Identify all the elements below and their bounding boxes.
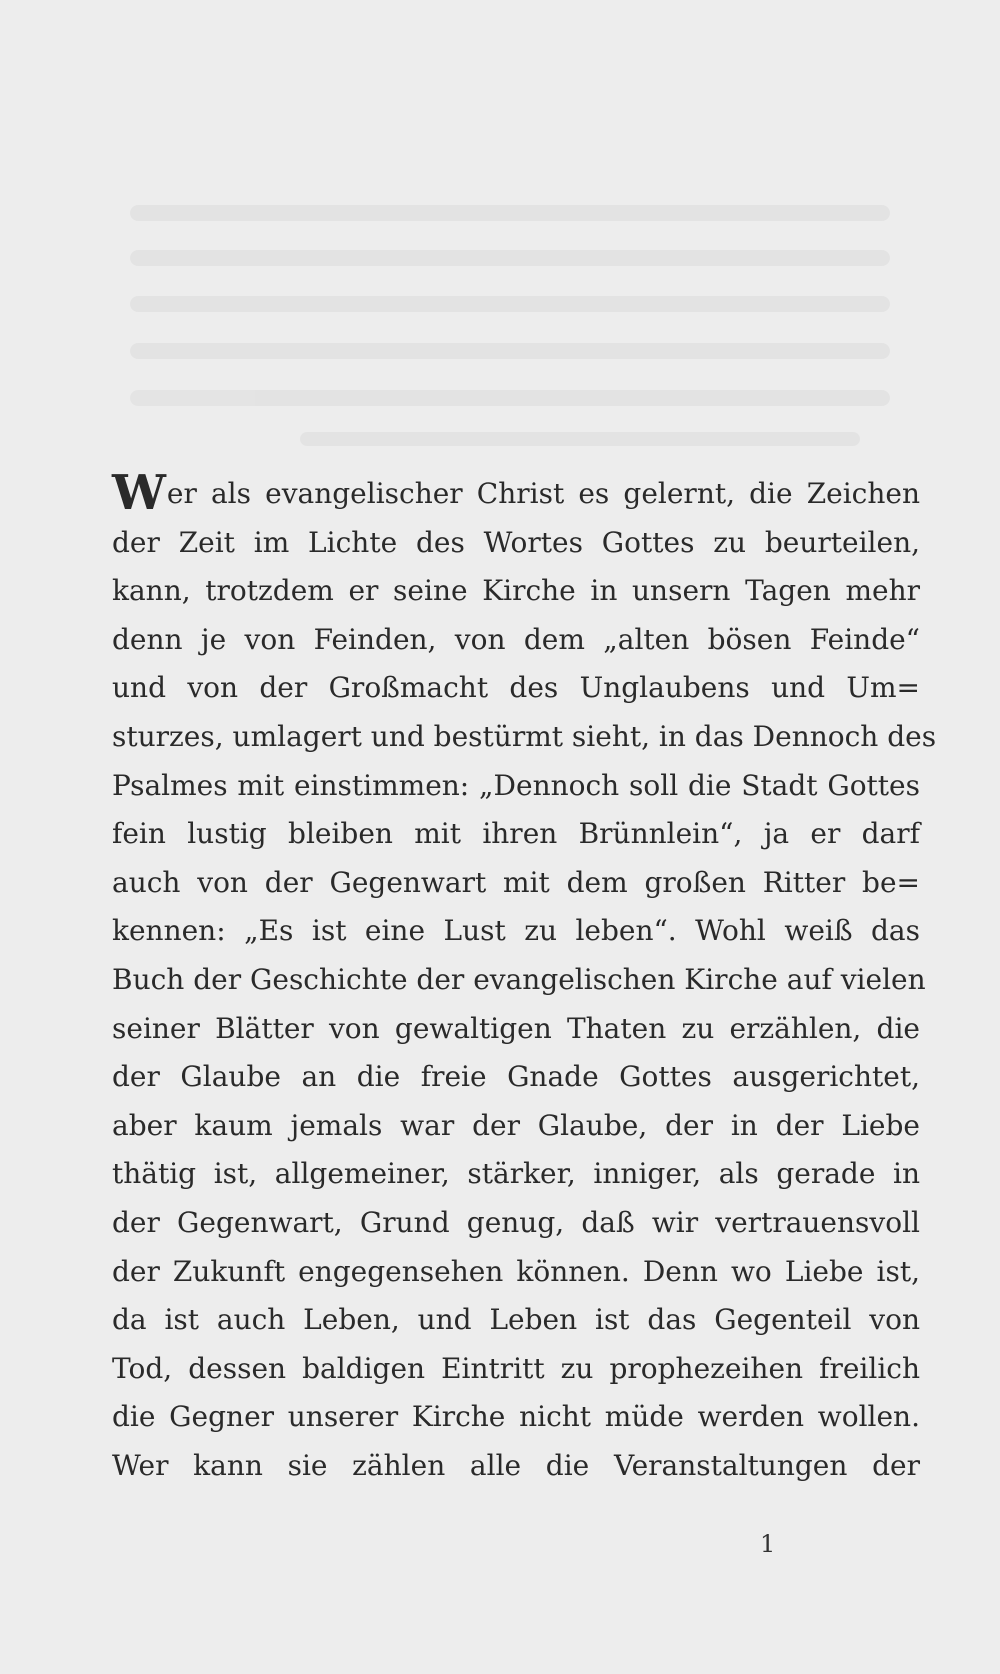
text-line-13: der Glaube an die freie Gnade Gottes ausgerichtet, <box>112 1060 920 1094</box>
text-line-20: die Gegner unserer Kirche nicht müde werden wollen. <box>112 1400 920 1434</box>
body-text <box>112 465 937 1490</box>
text-line-9: auch von der Gegenwart mit dem großen Ritter be= <box>112 865 920 899</box>
text-line-12: seiner Blätter von gewaltigen Thaten zu erzählen, die <box>112 1011 920 1045</box>
text-line-4: denn je von Feinden, von dem „alten bösen Feinde“ <box>112 622 920 656</box>
text-line-10: kennen: „Es ist eine Lust zu leben“. Wohl weiß das <box>112 914 920 948</box>
text-line-7: Psalmes mit einstimmen: „Dennoch soll die Stadt Gottes <box>112 768 920 802</box>
page-number: 1 <box>760 1530 776 1558</box>
text-line-11: Buch der Geschichte der evangelischen Kirche auf vielen <box>112 962 926 996</box>
text-line-14: aber kaum jemals war der Glaube, der in der Liebe <box>112 1108 920 1142</box>
drop-cap: W <box>112 465 166 521</box>
text-line-19: Tod, dessen baldigen Eintritt zu prophezeihen freilich <box>112 1351 920 1385</box>
text-line-2: der Zeit im Lichte des Wortes Gottes zu beurteilen, <box>112 525 920 559</box>
text-line-18: da ist auch Leben, und Leben ist das Gegenteil von <box>112 1303 920 1337</box>
text-line-3: kann, trotzdem er seine Kirche in unsern Tagen mehr <box>112 574 920 608</box>
text-line-17: der Zukunft engegensehen können. Denn wo Liebe ist, <box>112 1254 920 1288</box>
text-line-8: fein lustig bleiben mit ihren Brünnlein“, ja er darf <box>112 817 920 851</box>
text-line-16: der Gegenwart, Grund genug, daß wir vertrauensvoll <box>112 1205 920 1239</box>
text-line-6: sturzes, umlagert und bestürmt sieht, in das Dennoch des <box>112 719 937 753</box>
text-line-1: Wer als evangelischer Christ es gelernt, die Zeichen <box>112 465 920 521</box>
text-line-5: und von der Großmacht des Unglaubens und Um= <box>112 671 920 705</box>
text-line-15: thätig ist, allgemeiner, stärker, inniger, als gerade in <box>112 1157 920 1191</box>
text-line-21: Wer kann sie zählen alle die Veranstaltungen der <box>112 1448 920 1482</box>
